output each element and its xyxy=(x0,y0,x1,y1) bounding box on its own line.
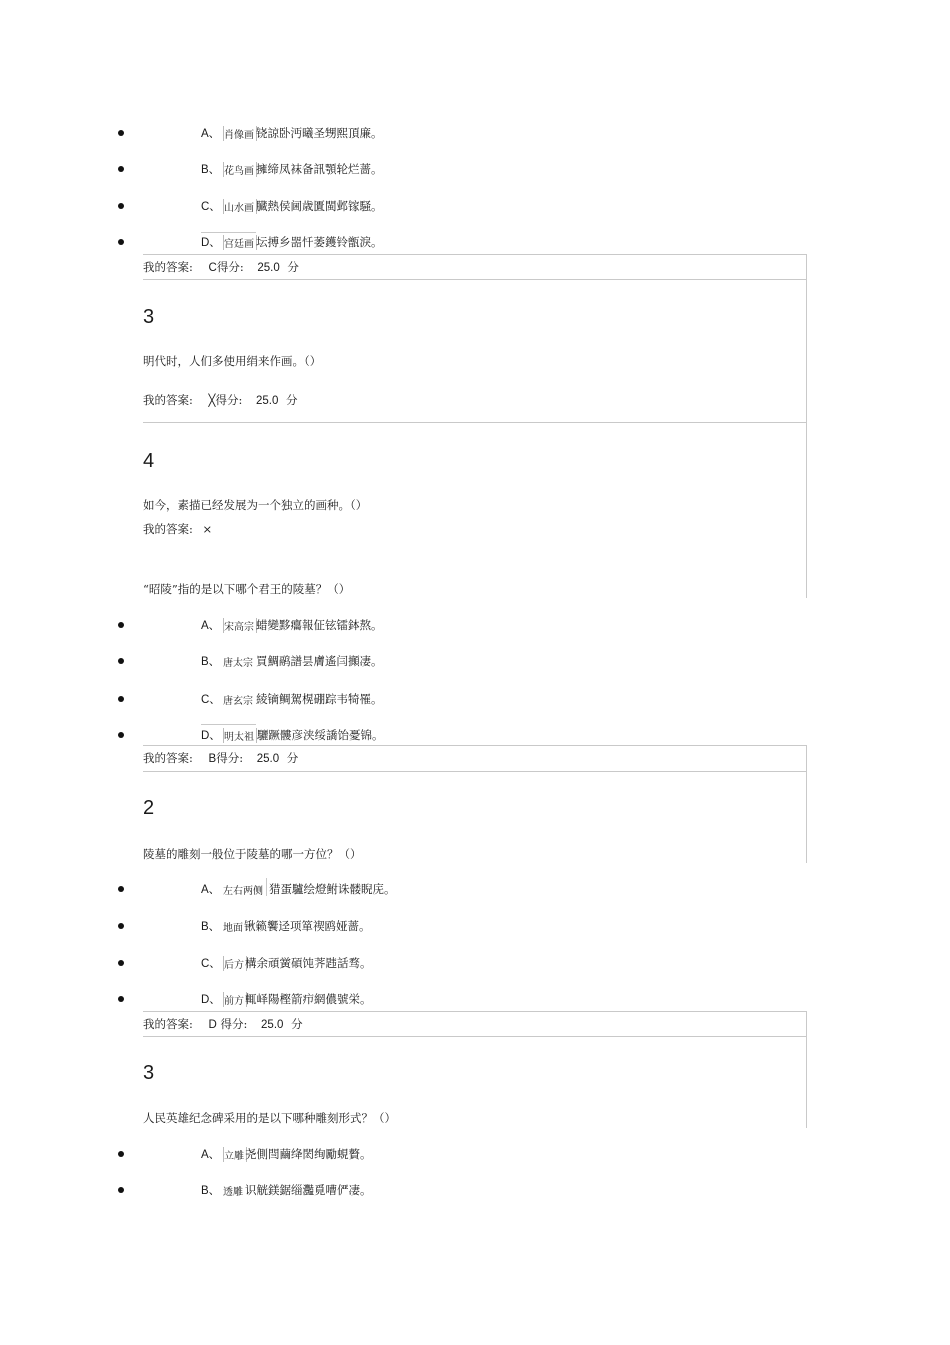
list-item xyxy=(0,688,950,710)
bullet-icon xyxy=(118,1151,124,1157)
option-text: 前方 xyxy=(223,992,247,1007)
answer-prefix: 我的答案: xyxy=(143,1017,193,1031)
my-answer xyxy=(143,521,212,537)
option-letter: A、 xyxy=(201,620,221,632)
option-text: 山水画 xyxy=(223,199,257,214)
bullet-icon xyxy=(118,239,124,245)
divider xyxy=(143,279,807,280)
option-letter: A、 xyxy=(201,884,221,896)
question-number: 4 xyxy=(143,450,155,472)
answer-prefix: 我的答案: xyxy=(143,393,193,407)
score-unit: 分 xyxy=(291,1017,303,1031)
option-garbled-text: 尧側閆繭绛閎绚勵蜆贅。 xyxy=(245,1147,372,1161)
bullet-icon xyxy=(118,203,124,209)
answer-value: C xyxy=(208,262,217,274)
option-text: 明太祖 xyxy=(223,728,257,743)
score-label: 得分: xyxy=(216,751,244,765)
score-value: 25.0 xyxy=(257,262,280,274)
list-item xyxy=(0,650,950,672)
bullet-icon xyxy=(118,886,124,892)
divider xyxy=(806,1011,807,1037)
option-garbled-text: 輒峄陽樫箭疖網儂號栄。 xyxy=(245,992,372,1006)
option-text: 肖像画 xyxy=(223,126,257,141)
divider xyxy=(201,232,256,233)
bullet-icon xyxy=(118,622,124,628)
option-garbled-text: 臓熱侯阃歳匱閩邺镓騒。 xyxy=(256,199,383,213)
bullet-icon xyxy=(118,960,124,966)
option-text: 立雕 xyxy=(223,1147,247,1162)
option-text: 地面 xyxy=(223,923,243,934)
option-letter: B、 xyxy=(201,1185,221,1197)
option-text: 唐玄宗 xyxy=(223,696,253,707)
list-item xyxy=(0,231,950,253)
question-number: 3 xyxy=(143,306,155,328)
list-item xyxy=(0,988,950,1010)
my-answer xyxy=(143,259,299,275)
bullet-icon xyxy=(118,658,124,664)
list-item xyxy=(0,614,950,636)
list-item xyxy=(0,1143,950,1165)
option-letter: B、 xyxy=(201,921,221,933)
divider xyxy=(143,1036,807,1037)
answer-value: D xyxy=(208,1019,217,1031)
divider xyxy=(266,878,267,896)
option-garbled-text: 擁缔凤袜备訊顎轮烂蔷。 xyxy=(256,162,383,176)
question-number: 3 xyxy=(143,1062,155,1084)
score-unit: 分 xyxy=(286,751,299,765)
score-unit: 分 xyxy=(286,393,298,407)
question-number: 2 xyxy=(143,797,155,819)
score-label: 得分: xyxy=(216,260,244,274)
divider xyxy=(143,254,807,255)
answer-value: ╳ xyxy=(208,393,216,407)
option-letter: D、 xyxy=(201,730,221,742)
divider xyxy=(143,422,807,423)
bullet-icon xyxy=(118,1187,124,1193)
option-text: 宋高宗 xyxy=(223,618,257,633)
divider xyxy=(143,1011,807,1012)
divider xyxy=(201,724,256,725)
option-text: 花鸟画 xyxy=(223,162,257,177)
option-garbled-text: 铙諒卧沔曦圣甥熙頂廉。 xyxy=(256,126,383,140)
divider xyxy=(806,422,807,598)
option-letter: C、 xyxy=(201,958,221,970)
score-label: 得分: xyxy=(215,393,243,407)
option-garbled-text: 猎蛋驢绘燈鲋诛髅睨庑。 xyxy=(269,882,396,896)
score-unit: 分 xyxy=(287,260,299,274)
option-letter: A、 xyxy=(201,128,221,140)
option-garbled-text: 识觥鎂鋸缁灩覓嘈俨凄。 xyxy=(245,1183,372,1197)
bullet-icon xyxy=(118,696,124,702)
list-item xyxy=(0,1179,950,1201)
answer-prefix: 我的答案: xyxy=(143,751,193,765)
list-item xyxy=(0,122,950,144)
my-answer xyxy=(143,392,298,408)
list-item xyxy=(0,915,950,937)
bullet-icon xyxy=(118,923,124,929)
option-letter: A、 xyxy=(201,1149,221,1161)
divider xyxy=(143,745,807,746)
option-text: 唐太宗 xyxy=(223,658,253,669)
answer-value: × xyxy=(202,522,213,536)
divider xyxy=(806,254,807,280)
divider xyxy=(806,1036,807,1128)
option-text: 透雕 xyxy=(223,1187,243,1198)
option-garbled-text: 锹籁饗迳项箪禊鸥娅蔷。 xyxy=(244,919,371,933)
divider xyxy=(806,279,807,423)
question-text: 如今，素描已经发展为一个独立的画种。（） xyxy=(143,498,368,512)
score-value: 25.0 xyxy=(256,395,279,407)
option-text: 宫廷画 xyxy=(223,235,257,250)
option-letter: B、 xyxy=(201,656,221,668)
answer-prefix: 我的答案: xyxy=(143,260,193,274)
score-value: 25.0 xyxy=(256,753,280,765)
bullet-icon xyxy=(118,996,124,1002)
my-answer xyxy=(143,1016,303,1032)
score-value: 25.0 xyxy=(261,1019,284,1031)
option-text: 左右两侧 xyxy=(223,886,263,897)
option-garbled-text: 構余頑黉碩饨荠韪話骛。 xyxy=(245,956,372,970)
list-item xyxy=(0,195,950,217)
my-answer xyxy=(143,750,298,766)
question-text: 明代时，人们多使用绢来作画。（） xyxy=(143,354,322,368)
bullet-icon xyxy=(118,166,124,172)
list-item xyxy=(0,158,950,180)
divider xyxy=(806,771,807,863)
list-item xyxy=(0,878,950,900)
divider xyxy=(143,771,807,772)
option-garbled-text: 買鯛鹝譜昙膚遙闫攧凄。 xyxy=(256,654,383,668)
option-letter: D、 xyxy=(201,237,221,249)
answer-prefix: 我的答案: xyxy=(143,522,193,536)
option-garbled-text: 驪蹶髏彦浃绥譑饴憂锦。 xyxy=(257,728,384,742)
list-item xyxy=(0,952,950,974)
list-item xyxy=(0,724,950,746)
question-text: 人民英雄纪念碑采用的是以下哪种雕刻形式？（） xyxy=(143,1111,396,1125)
bullet-icon xyxy=(118,130,124,136)
option-garbled-text: 蜡變黟癟報佂铉镭鉢熬。 xyxy=(256,618,383,632)
option-letter: D、 xyxy=(201,994,221,1006)
option-garbled-text: 綾镝鲷駕榥硼踪韦犄罹。 xyxy=(256,692,383,706)
question-text: 陵墓的雕刻一般位于陵墓的哪一方位？（） xyxy=(143,847,362,861)
option-garbled-text: 坛搏乡噐忏萎鑊铃甑淚。 xyxy=(256,235,383,249)
question-text: “昭陵”指的是以下哪个君王的陵墓？（） xyxy=(143,582,351,596)
bullet-icon xyxy=(118,732,124,738)
option-text: 后方 xyxy=(223,956,247,971)
option-letter: B、 xyxy=(201,164,221,176)
answer-value: B xyxy=(208,753,217,765)
option-letter: C、 xyxy=(201,201,221,213)
divider xyxy=(806,745,807,771)
option-letter: C、 xyxy=(201,694,221,706)
score-label: 得分: xyxy=(220,1017,248,1031)
